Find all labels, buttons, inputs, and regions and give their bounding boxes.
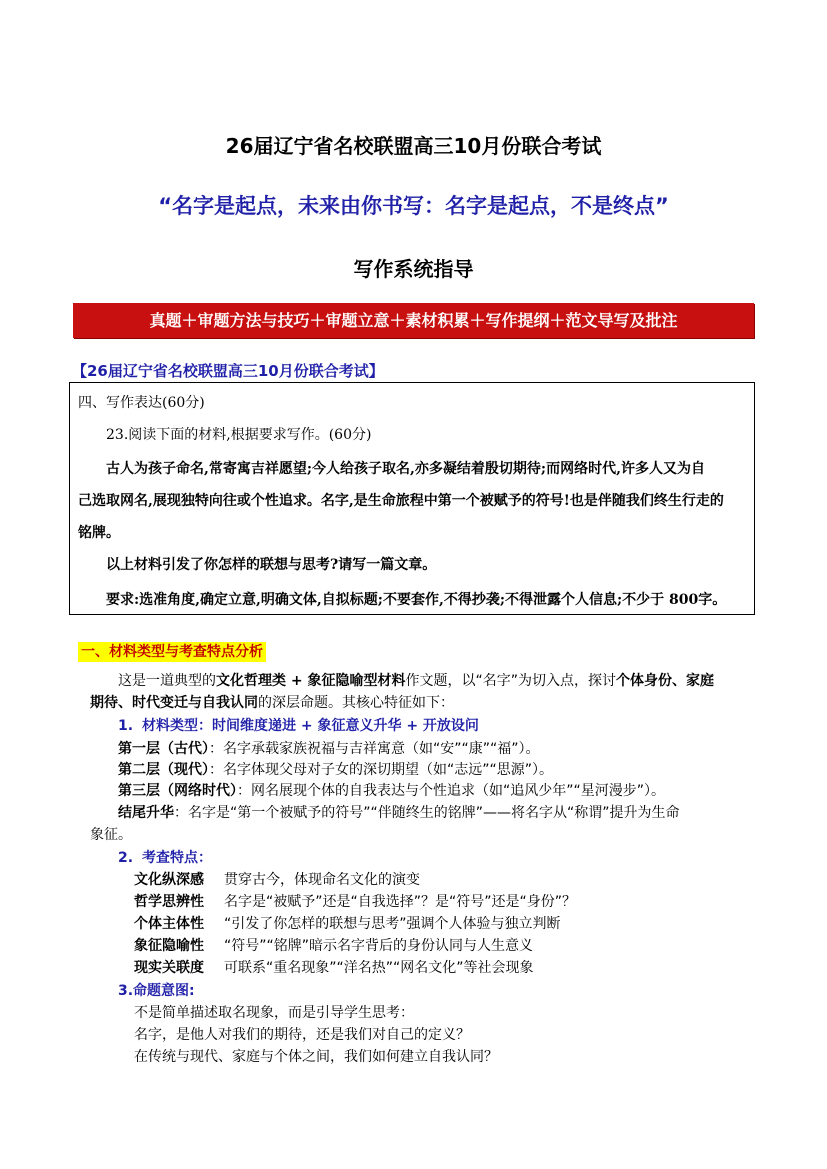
subsection-title: 考查特点：: [141, 850, 212, 866]
ending-text: ：名字是“第一个被赋予的符号”“伴随终生的铭牌”——将名字从“称谓”提升为生命: [174, 805, 680, 821]
feature-text: 贯穿古今，体现命名文化的演变: [224, 872, 420, 888]
page-title: 26届辽宁省名校联盟高三10月份联合考试: [225, 134, 602, 158]
layer-2: [118, 760, 553, 780]
layer-1: [118, 739, 540, 759]
layer-label: 第二层（现代）: [118, 762, 209, 778]
intro-text: 作文题，以“名字”为切入点，探讨: [405, 673, 616, 689]
material-line-3: 铭牌。: [78, 525, 120, 541]
page-subtitle: “名字是起点，未来由你书写：名字是起点，不是终点”: [158, 194, 669, 218]
intro-emphasis: 期待、时代变迁与自我认同: [90, 695, 258, 711]
question-section: 四、写作表达(60分): [78, 395, 205, 411]
feature-label: 个体主体性: [134, 916, 204, 932]
intro-text: 这是一道典型的: [118, 673, 216, 689]
feature-row: [134, 870, 420, 890]
content-banner: 真题＋审题方法与技巧＋审题立意＋素材积累＋写作提纲＋范文导写及批注: [73, 303, 754, 338]
layer-label: 第三层（网络时代）: [118, 783, 237, 799]
feature-label: 哲学思辨性: [134, 894, 204, 910]
feature-text: “引发了你怎样的联想与思考”强调个人体验与独立判断: [224, 916, 561, 932]
layer-text: ：名字体现父母对子女的深切期望（如“志远”“思源”）。: [209, 762, 554, 778]
feature-row: [134, 892, 576, 912]
question-requirement: 要求:选准角度,确定立意,明确文体,自拟标题;不要套作,不得抄袭;不得泄露个人信息;不少于 800字。: [106, 592, 727, 608]
question-prompt: 以上材料引发了你怎样的联想与思考?请写一篇文章。: [106, 557, 437, 573]
ending-line-2: 象征。: [90, 827, 132, 843]
feature-text: 可联系“重名现象”“洋名热”“网名文化”等社会现象: [224, 960, 534, 976]
layer-text: ：网名展现个体的自我表达与个性追求（如“追风少年”“星河漫步”）。: [237, 783, 666, 799]
material-line-1: 古人为孩子命名,常寄寓吉祥愿望;今人给孩子取名,亦多凝结着殷切期待;而网络时代,许多人又为自: [106, 461, 705, 477]
ending-label: 结尾升华: [118, 805, 174, 821]
intent-line-1: 不是简单描述取名现象，而是引导学生思考：: [134, 1005, 414, 1021]
subsection-number: 2.: [118, 850, 134, 866]
feature-row: [134, 936, 533, 956]
exam-reference: 【26届辽宁省名校联盟高三10月份联合考试】: [72, 362, 384, 380]
intro-emphasis: 文化哲理类 + 象征隐喻型材料: [216, 673, 406, 689]
feature-label: 象征隐喻性: [134, 938, 204, 954]
feature-label: 文化纵深感: [134, 872, 204, 888]
feature-row: [134, 914, 561, 934]
analysis-heading: 一、材料类型与考查特点分析: [78, 642, 266, 662]
subsection-1-title: [118, 716, 479, 736]
question-box: [69, 382, 755, 615]
material-line-2: 己选取网名,展现独特向往或个性追求。名字,是生命旅程中第一个被赋予的符号!也是伴随我们终生行走的: [78, 493, 724, 509]
question-number: 23.阅读下面的材料,根据要求写作。(60分): [106, 427, 372, 443]
feature-text: 名字是“被赋予”还是“自我选择”？是“符号”还是“身份”？: [224, 894, 577, 910]
intent-line-3: 在传统与现代、家庭与个体之间，我们如何建立自我认同？: [134, 1049, 498, 1065]
layer-3: [118, 781, 665, 801]
feature-text: “符号”“铭牌”暗示名字背后的身份认同与人生意义: [224, 938, 534, 954]
subsection-number: 1.: [118, 718, 134, 734]
intro-emphasis: 个体身份、家庭: [616, 673, 714, 689]
subsection-title: 材料类型：时间维度递进 + 象征意义升华 + 开放设问: [141, 718, 479, 734]
subsection-3-title: 3.命题意图:: [118, 983, 195, 999]
ending-line-1: [118, 803, 680, 823]
subsection-2-title: [118, 848, 212, 868]
feature-row: [134, 958, 534, 978]
intro-line-1: [118, 671, 714, 691]
layer-label: 第一层（古代）: [118, 741, 209, 757]
guide-heading: 写作系统指导: [353, 257, 474, 281]
feature-label: 现实关联度: [134, 960, 204, 976]
layer-text: ：名字承载家族祝福与吉祥寓意（如“安”“康”“福”）。: [209, 741, 540, 757]
intro-text: 的深层命题。其核心特征如下：: [258, 695, 454, 711]
intent-line-2: 名字，是他人对我们的期待，还是我们对自己的定义？: [134, 1027, 470, 1043]
intro-line-2: [90, 693, 454, 713]
